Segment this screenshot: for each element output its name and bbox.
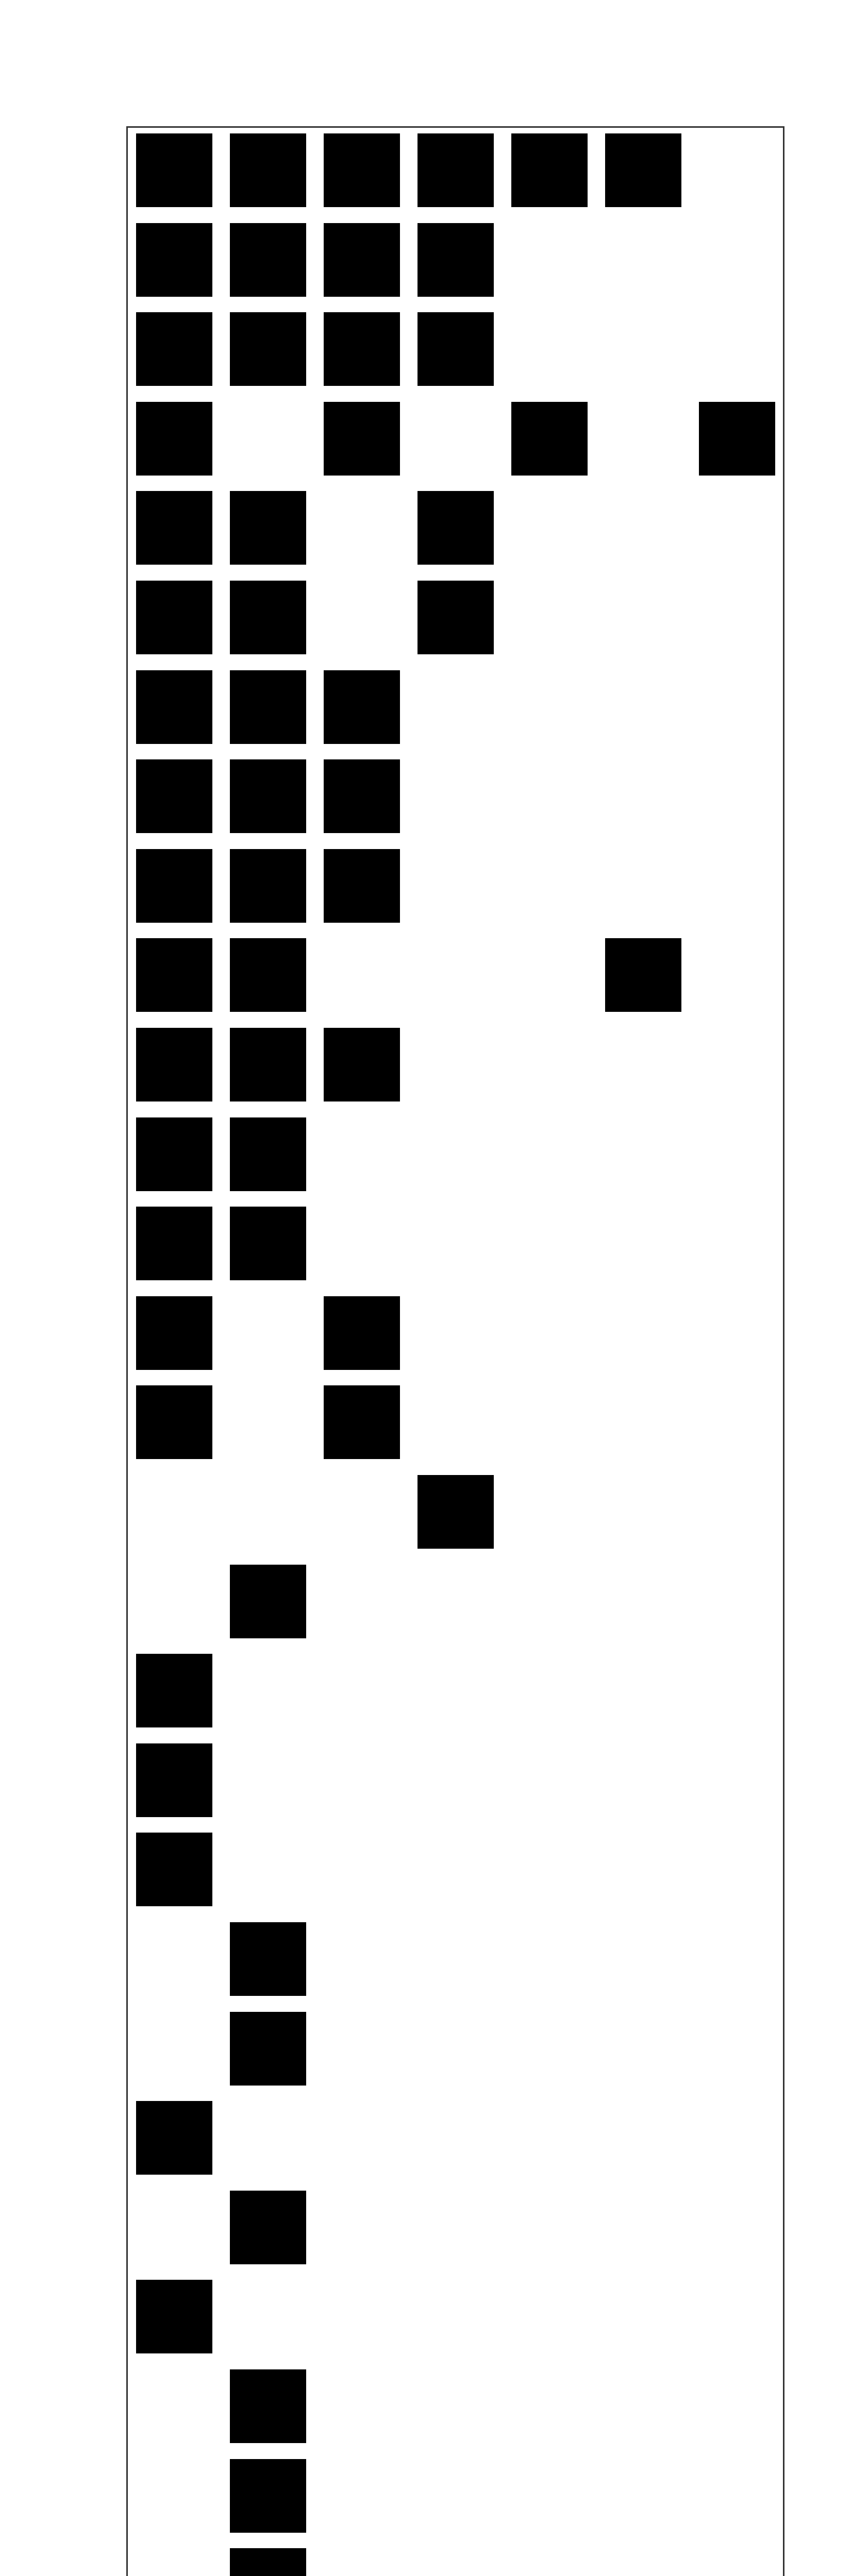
grid-cell-r9-c1 (136, 849, 212, 923)
grid-cell-r6-c2 (230, 581, 306, 654)
grid-cell-r1-c5 (511, 133, 588, 207)
grid-cell-r28-c2 (230, 2548, 306, 2576)
grid-cell-r7-c1 (136, 670, 212, 744)
grid-cell-r5-c2 (230, 491, 306, 565)
grid-cell-r5-c4 (417, 491, 494, 565)
grid-cell-r14-c3 (324, 1296, 400, 1370)
grid-cell-r20-c1 (136, 1833, 212, 1906)
grid-cell-r3-c4 (417, 312, 494, 386)
grid-cell-r12-c1 (136, 1117, 212, 1191)
grid-cell-r7-c3 (324, 670, 400, 744)
grid-cell-r6-c4 (417, 581, 494, 654)
grid-cell-r8-c3 (324, 759, 400, 833)
grid-cell-r11-c1 (136, 1028, 212, 1101)
grid-cell-r1-c1 (136, 133, 212, 207)
grid-cell-r4-c3 (324, 402, 400, 476)
grid-cell-r7-c2 (230, 670, 306, 744)
grid-cell-r1-c4 (417, 133, 494, 207)
grid-cell-r18-c1 (136, 1654, 212, 1727)
grid-cell-r2-c2 (230, 223, 306, 297)
grid-cell-r24-c2 (230, 2191, 306, 2264)
grid-cell-r8-c2 (230, 759, 306, 833)
grid-cell-r16-c4 (417, 1475, 494, 1549)
grid-cell-r19-c1 (136, 1743, 212, 1817)
grid-cell-r1-c2 (230, 133, 306, 207)
grid-cell-r15-c3 (324, 1385, 400, 1459)
grid-cell-r2-c4 (417, 223, 494, 297)
grid-cell-r13-c2 (230, 1207, 306, 1280)
grid-cell-r1-c3 (324, 133, 400, 207)
grid-cell-r13-c1 (136, 1207, 212, 1280)
grid-cell-r6-c1 (136, 581, 212, 654)
grid-cell-r3-c1 (136, 312, 212, 386)
grid-cell-r2-c1 (136, 223, 212, 297)
grid-cell-r2-c3 (324, 223, 400, 297)
grid-cell-r22-c2 (230, 2012, 306, 2086)
grid-cell-r26-c2 (230, 2369, 306, 2443)
grid-cell-r12-c2 (230, 1117, 306, 1191)
grid-cell-r27-c2 (230, 2459, 306, 2533)
grid-cell-r25-c1 (136, 2280, 212, 2353)
grid-cell-r8-c1 (136, 759, 212, 833)
grid-cell-r10-c1 (136, 938, 212, 1012)
grid-cell-r11-c2 (230, 1028, 306, 1101)
grid-cell-r3-c2 (230, 312, 306, 386)
grid-cell-r4-c7 (699, 402, 775, 476)
grid-cell-r14-c1 (136, 1296, 212, 1370)
grid-cell-r11-c3 (324, 1028, 400, 1101)
grid-cell-r3-c3 (324, 312, 400, 386)
grid-cell-r17-c2 (230, 1565, 306, 1638)
grid-cell-r1-c6 (605, 133, 681, 207)
grid-cell-r21-c2 (230, 1922, 306, 1996)
grid-cell-r15-c1 (136, 1385, 212, 1459)
grid-cell-r9-c3 (324, 849, 400, 923)
grid-cell-r4-c1 (136, 402, 212, 476)
grid-cell-r9-c2 (230, 849, 306, 923)
grid-cell-r4-c5 (511, 402, 588, 476)
binary-grid-frame (126, 126, 784, 2576)
grid-cell-r5-c1 (136, 491, 212, 565)
grid-cell-r10-c2 (230, 938, 306, 1012)
grid-cell-r23-c1 (136, 2101, 212, 2175)
grid-cell-r10-c6 (605, 938, 681, 1012)
